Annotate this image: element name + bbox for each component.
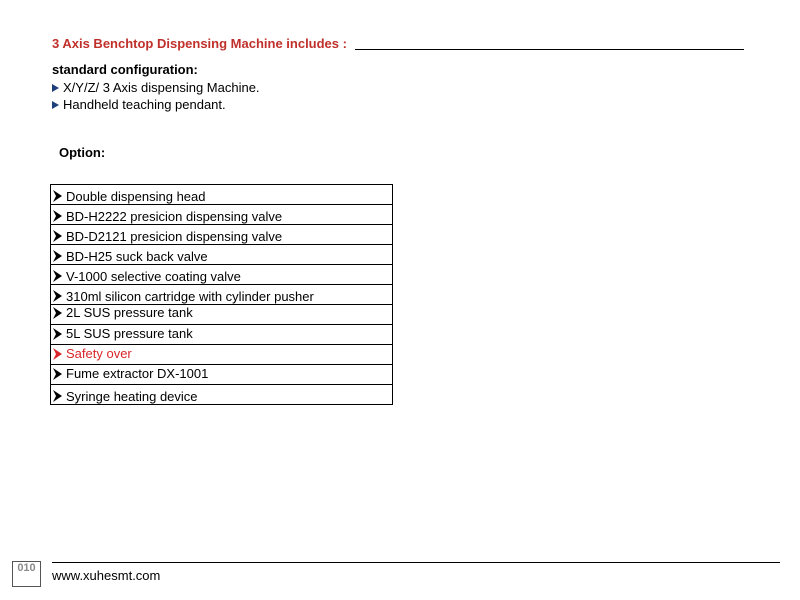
option-row-highlighted bbox=[51, 345, 392, 365]
standard-item bbox=[52, 97, 260, 114]
option-row bbox=[51, 245, 392, 265]
page-title: 3 Axis Benchtop Dispensing Machine includes : bbox=[52, 36, 347, 51]
standard-item bbox=[52, 80, 260, 97]
arrowhead-bullet-icon bbox=[53, 230, 62, 242]
arrowhead-bullet-icon bbox=[53, 390, 62, 402]
option-row bbox=[51, 185, 392, 205]
triangle-bullet-icon bbox=[52, 101, 59, 109]
arrowhead-bullet-icon bbox=[53, 348, 62, 360]
footer-url: www.xuhesmt.com bbox=[52, 568, 161, 583]
option-row bbox=[51, 305, 392, 325]
option-item-label: Fume extractor DX-1001 bbox=[66, 366, 209, 381]
arrowhead-bullet-icon bbox=[53, 368, 62, 380]
option-row bbox=[51, 325, 392, 345]
arrowhead-bullet-icon bbox=[53, 190, 62, 202]
option-item-label: V-1000 selective coating valve bbox=[66, 269, 241, 284]
option-row bbox=[51, 365, 392, 385]
option-item-label: BD-D2121 presicion dispensing valve bbox=[66, 229, 283, 244]
arrowhead-bullet-icon bbox=[53, 328, 62, 340]
standard-item-label: X/Y/Z/ 3 Axis dispensing Machine. bbox=[63, 80, 260, 95]
option-item-label: BD-H25 suck back valve bbox=[66, 249, 208, 264]
standard-item-label: Handheld teaching pendant. bbox=[63, 97, 226, 112]
option-table bbox=[50, 184, 393, 405]
triangle-bullet-icon bbox=[52, 84, 59, 92]
arrowhead-bullet-icon bbox=[53, 250, 62, 262]
option-row bbox=[51, 285, 392, 305]
option-item-label: 310ml silicon cartridge with cylinder pusher bbox=[66, 289, 314, 304]
option-item-label: Syringe heating device bbox=[66, 389, 198, 404]
arrowhead-bullet-icon bbox=[53, 290, 62, 302]
standard-configuration-heading: standard configuration: bbox=[52, 62, 198, 77]
footer-rule bbox=[52, 562, 780, 563]
option-item-label: Safety over bbox=[66, 346, 132, 361]
option-row bbox=[51, 265, 392, 285]
option-item-label: 2L SUS pressure tank bbox=[66, 305, 193, 320]
arrowhead-bullet-icon bbox=[53, 307, 62, 319]
option-item-label: BD-H2222 presicion dispensing valve bbox=[66, 209, 283, 224]
arrowhead-bullet-icon bbox=[53, 210, 62, 222]
option-item-label: 5L SUS pressure tank bbox=[66, 326, 193, 341]
option-item-label: Double dispensing head bbox=[66, 189, 206, 204]
option-row bbox=[51, 205, 392, 225]
page-number: 010 bbox=[12, 561, 41, 587]
standard-configuration-list bbox=[52, 80, 260, 114]
option-row bbox=[51, 385, 392, 405]
option-heading: Option: bbox=[59, 145, 106, 160]
title-underline bbox=[355, 49, 744, 50]
arrowhead-bullet-icon bbox=[53, 270, 62, 282]
option-row bbox=[51, 225, 392, 245]
